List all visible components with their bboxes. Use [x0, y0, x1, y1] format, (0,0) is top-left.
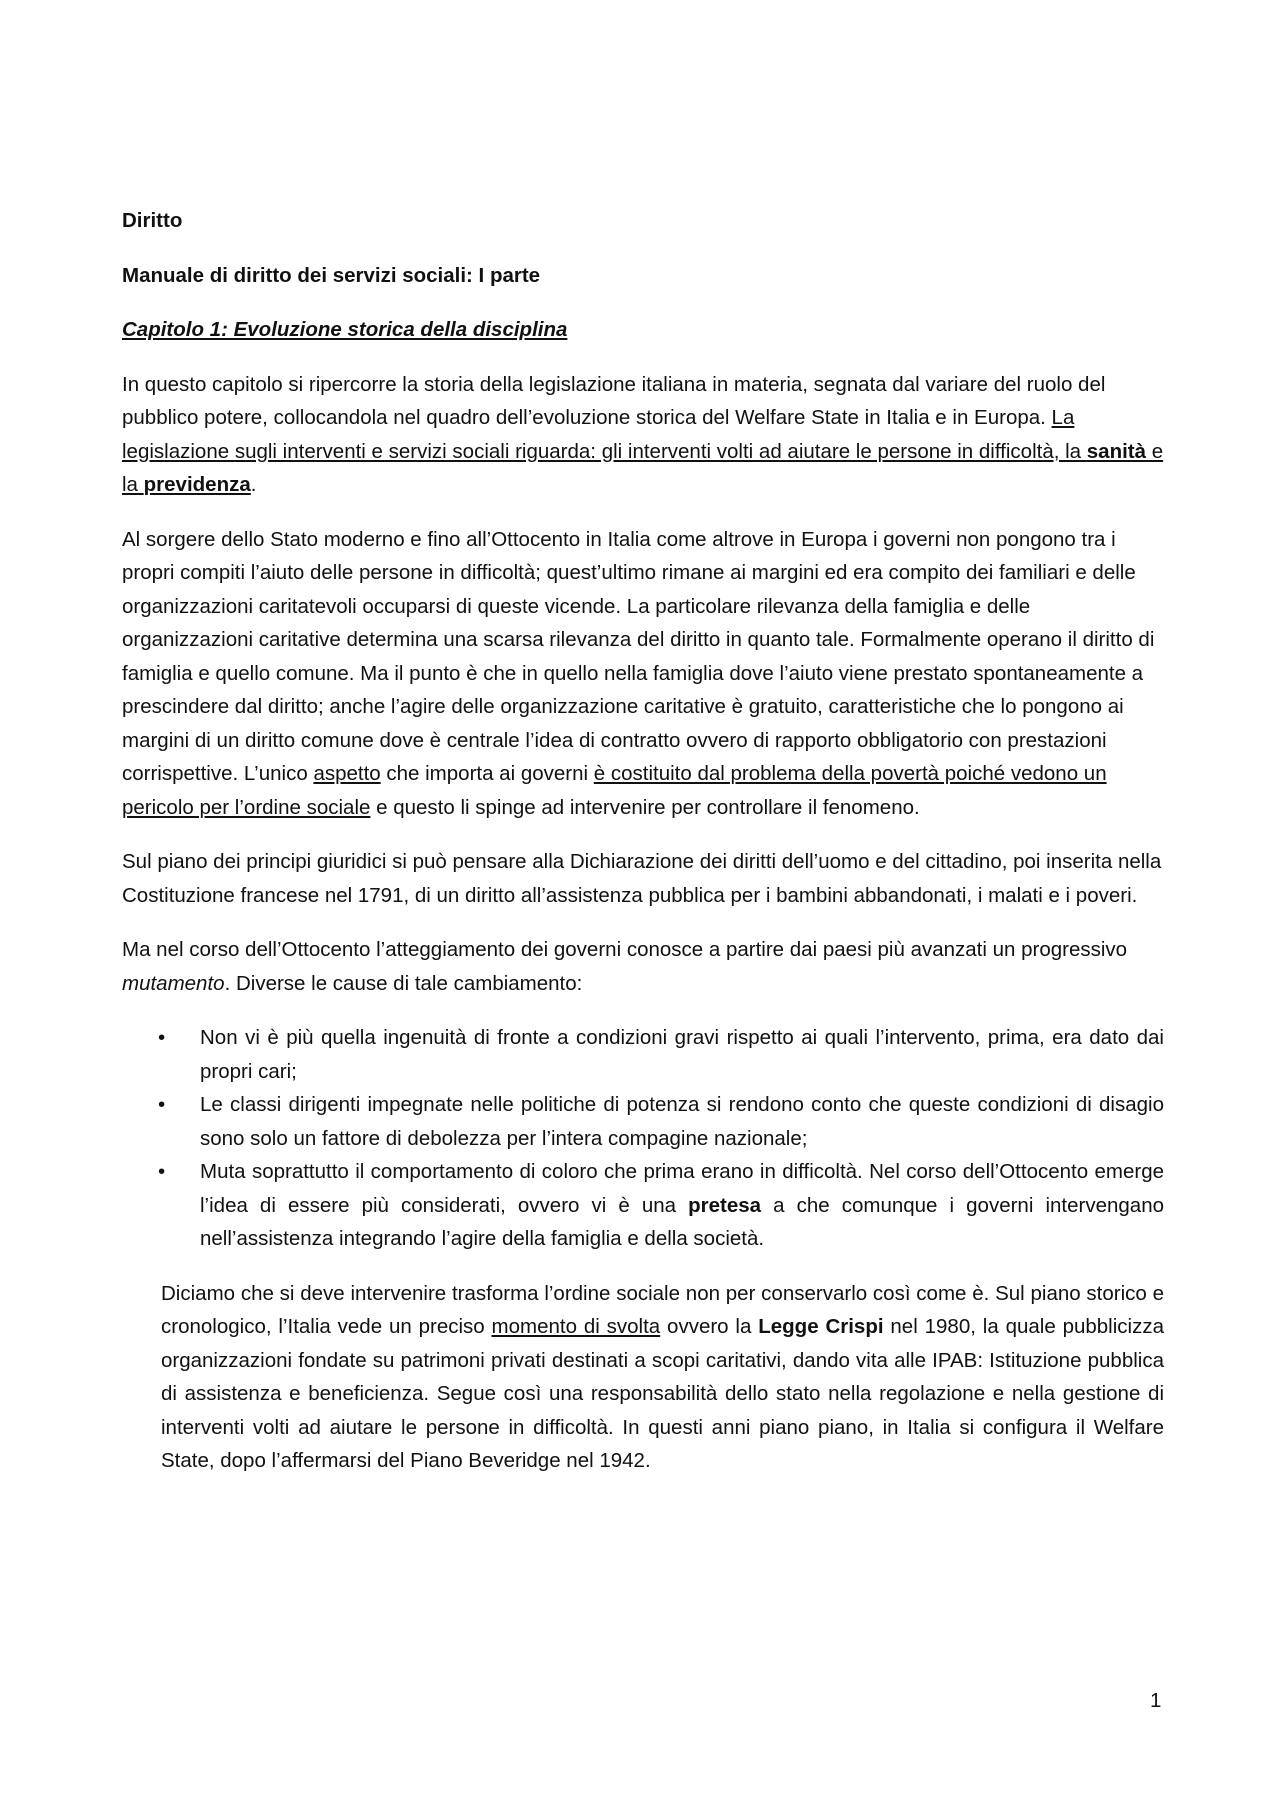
- list-item: • Muta soprattutto il comportamento di coloro che prima erano in difficoltà. Nel corso dell’Ottocento emerge l’idea di essere più considerati, ovvero vi è una pretesa a che comunque i governi intervengano nell’assistenza integrando l’agire della famiglia e della società.: [122, 1155, 1164, 1256]
- list-item: • Non vi è più quella ingenuità di fronte a condizioni gravi rispetto ai quali l’intervento, prima, era dato dai propri cari;: [122, 1021, 1164, 1088]
- intro-text: In questo capitolo si ripercorre la storia della legislazione italiana in materia, segnata dal variare del ruolo del pubblico potere, collocandola nel quadro dell’evoluzione storica del Welfare State in Italia e in Europa.: [122, 372, 1106, 429]
- term-previdenza: previdenza: [143, 473, 251, 496]
- bullet-icon: •: [158, 1160, 166, 1183]
- term-pretesa: pretesa: [688, 1193, 762, 1217]
- subject-heading: Diritto: [122, 209, 183, 232]
- bullet-icon: •: [158, 1026, 166, 1049]
- term-aspetto: aspetto: [313, 762, 381, 785]
- causes-list: [122, 1021, 1164, 1256]
- paragraph-crispi: Diciamo che si deve intervenire trasforma l’ordine sociale non per conservarlo così come è. Sul piano storico e cronologico, l’Italia vede un preciso momento di svolta ovvero la Legge Crispi nel 1980, la quale pubblicizza organizzazioni fondate su patrimoni privati destinati a scopi caritativi, dando vita alle IPAB: Istituzione pubblica di assistenza e beneficienza. Segue così una responsabilità dello stato nella regolazione e nella gestione di interventi volti ad aiutare le persone in difficoltà. In questi anni piano piano, in Italia si configura il Welfare State, dopo l’affermarsi del Piano Beveridge nel 1942.: [161, 1281, 1164, 1472]
- bullet-icon: •: [158, 1093, 166, 1116]
- document-body: [122, 204, 1164, 1499]
- document-title: Manuale di diritto dei servizi sociali: I parte: [122, 263, 541, 287]
- list-item: • Le classi dirigenti impegnate nelle politiche di potenza si rendono conto che queste condizioni di disagio sono solo un fattore di debolezza per l’intera compagine nazionale;: [122, 1088, 1164, 1155]
- paragraph-modern-state: Al sorgere dello Stato moderno e fino all’Ottocento in Italia come altrove in Europa i governi non pongono tra i propri compiti l’aiuto delle persone in difficoltà; quest’ultimo rimane ai margini ed era compito dei familiari e delle organizzazioni caritatevoli occuparsi di queste vicende. La particolare rilevanza della famiglia e delle organizzazioni caritative determina una scarsa rilevanza del diritto in quanto tale. Formalmente operano il diritto di famiglia e quello comune. Ma il punto è che in quello nella famiglia dove l’aiuto viene prestato spontaneamente a prescindere dal diritto; anche l’agire delle organizzazione caritative è gratuito, caratteristiche che lo pongono ai margini di un diritto comune dove è centrale l’idea di contratto ovvero di rapporto obbligatorio con prestazioni corrispettive. L’unico aspetto che importa ai governi è costituito dal problema della povertà poiché vedono un pericolo per l’ordine sociale e questo li spinge ad intervenire per controllare il fenomeno.: [122, 527, 1155, 819]
- term-sanita: sanità: [1086, 439, 1147, 463]
- poverty-underlined-text: è costituito dal problema della povertà poiché vedono un pericolo per l’ordine sociale: [122, 762, 1107, 819]
- paragraph-intro: In questo capitolo si ripercorre la storia della legislazione italiana in materia, segnata dal variare del ruolo del pubblico potere, collocandola nel quadro dell’evoluzione storica del Welfare State in Italia e in Europa. La legislazione sugli interventi e servizi sociali riguarda: gli interventi volti ad aiutare le persone in difficoltà, la sanità e la previdenza.: [122, 372, 1164, 496]
- term-mutamento: mutamento: [122, 971, 225, 995]
- term-legge-crispi: Legge Crispi: [758, 1315, 884, 1338]
- page-number: 1: [1150, 1689, 1162, 1712]
- term-momento-di-svolta: momento di svolta: [491, 1315, 661, 1338]
- chapter-title: Capitolo 1: Evoluzione storica della disciplina: [122, 318, 568, 341]
- paragraph-principles: Sul piano dei principi giuridici si può pensare alla Dichiarazione dei diritti dell’uomo e del cittadino, poi inserita nella Costituzione francese nel 1791, di un diritto all’assistenza pubblica per i bambini abbandonati, i malati e i poveri.: [122, 850, 1162, 907]
- paragraph-change: Ma nel corso dell’Ottocento l’atteggiamento dei governi conosce a partire dai paesi più avanzati un progressivo mutamento. Diverse le cause di tale cambiamento:: [122, 938, 1128, 995]
- intro-underlined-text: La legislazione sugli interventi e servizi sociali riguarda: gli interventi volti ad aiutare le persone in difficoltà, la sanità e la previdenza: [122, 406, 1164, 496]
